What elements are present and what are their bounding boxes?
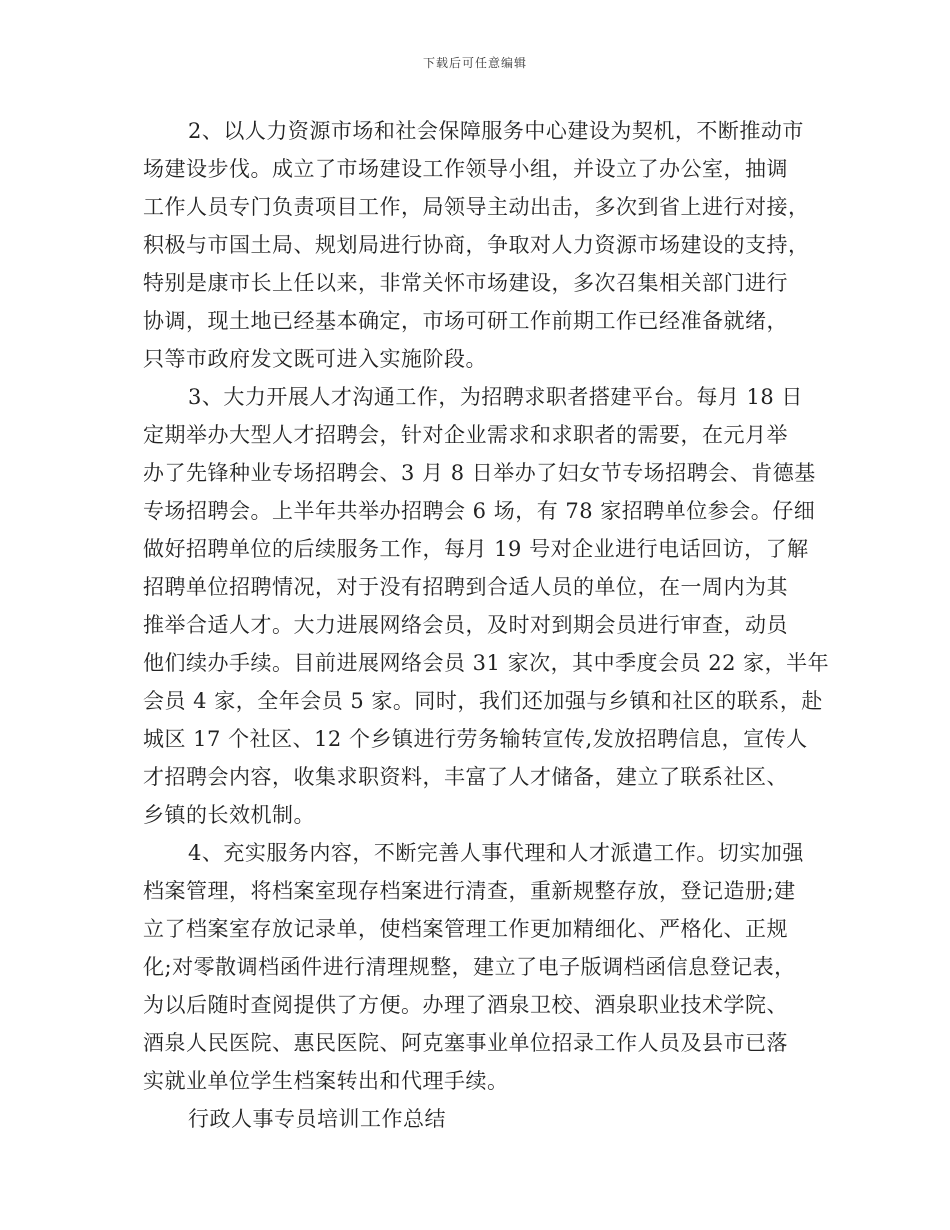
text-line: 特别是康市长上任以来，非常关怀市场建设，多次召集相关部门进行 <box>143 271 788 295</box>
text-line: 化;对零散调档函件进行清理规整，建立了电子版调档函信息登记表， <box>143 955 796 979</box>
paragraph-talent-exchange <box>143 378 830 834</box>
text-line: 立了档案室存放记录单，使档案管理工作更加精细化、严格化、正规 <box>143 917 788 941</box>
text-line: 积极与市国土局、规划局进行协商，争取对人力资源市场建设的支持， <box>143 233 810 257</box>
text-line: 3、大力开展人才沟通工作，为招聘求职者搭建平台。每月 18 日 <box>188 385 803 409</box>
text-line: 定期举办大型人才招聘会，针对企业需求和求职者的需要，在元月举 <box>143 423 788 447</box>
paragraph-market-construction <box>143 112 809 378</box>
text-line: 2、以人力资源市场和社会保障服务中心建设为契机，不断推动市 <box>188 119 804 143</box>
text-line: 为以后随时查阅提供了方便。办理了酒泉卫校、酒泉职业技术学院、 <box>143 993 788 1017</box>
text-line: 才招聘会内容，收集求职资料，丰富了人才储备，建立了联系社区、 <box>143 765 788 789</box>
text-line: 他们续办手续。目前进展网络会员 31 家次，其中季度会员 22 家，半年 <box>143 651 830 675</box>
text-line: 只等市政府发文既可进入实施阶段。 <box>143 347 487 371</box>
text-line: 会员 4 家，全年会员 5 家。同时，我们还加强与乡镇和社区的联系，赴 <box>143 689 823 713</box>
page-header: 下载后可任意编辑 <box>422 56 527 70</box>
section-heading: 行政人事专员培训工作总结 <box>188 1107 446 1131</box>
text-line: 工作人员专门负责项目工作，局领导主动出击，多次到省上进行对接， <box>143 195 810 219</box>
text-line: 城区 17 个社区、12 个乡镇进行劳务输转宣传,发放招聘信息，宣传人 <box>143 727 808 751</box>
text-line: 推举合适人才。大力进展网络会员，及时对到期会员进行审查，动员 <box>143 613 788 637</box>
text-line: 酒泉人民医院、惠民医院、阿克塞事业单位招录工作人员及县市已落 <box>143 1031 788 1055</box>
text-line: 场建设步伐。成立了市场建设工作领导小组，并设立了办公室，抽调 <box>143 157 788 181</box>
text-line: 做好招聘单位的后续服务工作，每月 19 号对企业进行电话回访，了解 <box>143 537 809 561</box>
text-line: 专场招聘会。上半年共举办招聘会 6 场，有 78 家招聘单位参会。仔细 <box>143 499 816 523</box>
section-title-line <box>143 1100 809 1138</box>
text-line: 办了先锋种业专场招聘会、3 月 8 日举办了妇女节专场招聘会、肯德基 <box>143 461 816 485</box>
text-line: 实就业单位学生档案转出和代理手续。 <box>143 1069 509 1093</box>
text-line: 4、充实服务内容，不断完善人事代理和人才派遣工作。切实加强 <box>188 841 804 865</box>
paragraph-personnel-agency <box>143 834 809 1100</box>
document-body <box>143 112 830 1138</box>
text-line: 乡镇的长效机制。 <box>143 803 315 827</box>
text-line: 档案管理，将档案室现存档案进行清查，重新规整存放，登记造册;建 <box>143 879 796 903</box>
text-line: 协调，现土地已经基本确定，市场可研工作前期工作已经准备就绪， <box>143 309 788 333</box>
text-line: 招聘单位招聘情况，对于没有招聘到合适人员的单位，在一周内为其 <box>143 575 788 599</box>
